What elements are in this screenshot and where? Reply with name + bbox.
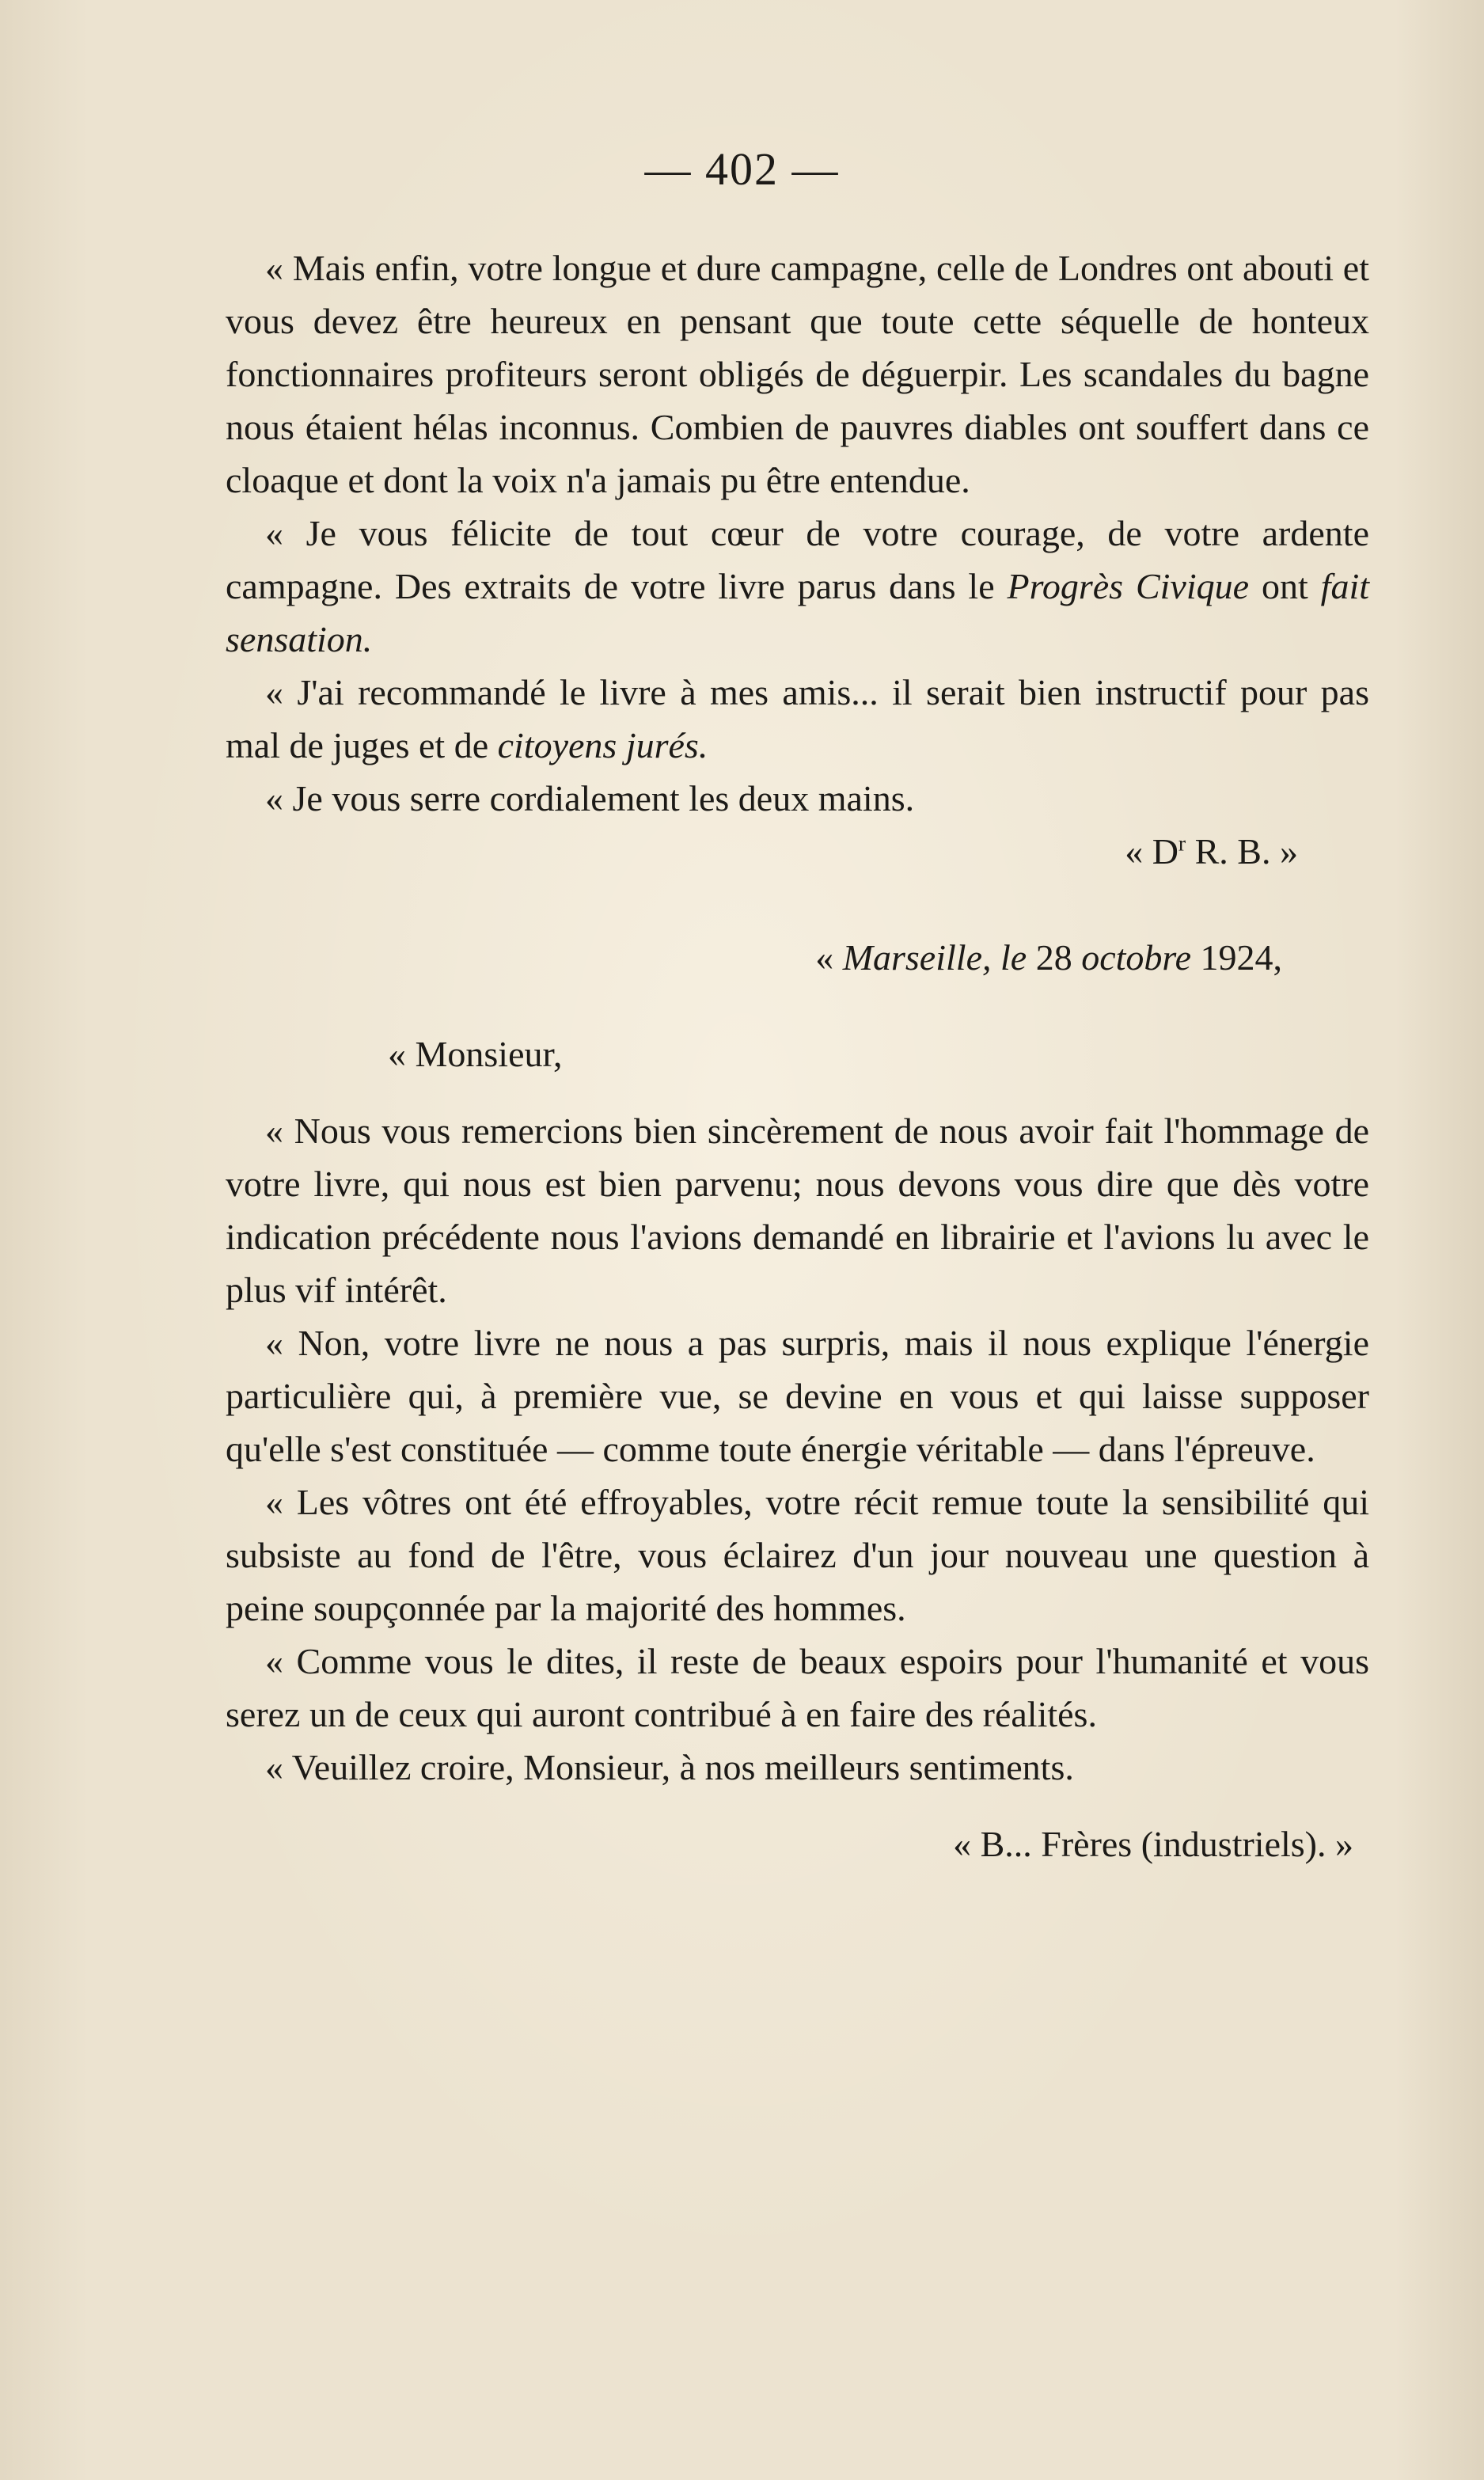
letter2-salutation: « Monsieur, xyxy=(388,1034,563,1074)
letter1-p3-text-a: « J'ai recommandé le livre à mes amis... il serait bien instructif pour pas mal de juges et de xyxy=(226,672,1369,765)
letter-text xyxy=(226,241,1369,1870)
letter1-paragraph-1: « Mais enfin, votre longue et dure campagne, celle de Londres ont abouti et vous devez être heureux en pensant que toute cette séquelle de honteux fonctionnaires profiteurs seront obligés de déguerpir. Les scandales du bagne nous étaient hélas inconnus. Combien de pauvres diables ont souffert dans ce cloaque et dont la voix n'a jamais pu être entendue. xyxy=(226,248,1369,500)
letter1-paragraph-2 xyxy=(226,507,1369,666)
letter1-paragraph-3 xyxy=(226,666,1369,772)
letter2-signature: « B... Frères (industriels). » xyxy=(953,1824,1353,1864)
dateline-year: 1924, xyxy=(1191,937,1282,978)
letter1-p2-emphasis: fait sensation. xyxy=(226,566,1370,659)
publication-title: Progrès Civique xyxy=(1007,566,1250,606)
letter1-p2-text-c: ont xyxy=(1249,566,1321,606)
dateline-day: 28 xyxy=(1027,937,1082,978)
signature-superscript: r xyxy=(1178,830,1186,856)
letter1-signature xyxy=(226,825,1369,878)
letter2-paragraph-2: « Non, votre livre ne nous a pas surpris, mais il nous explique l'énergie particulière qui, à première vue, se devine en vous et qui laisse supposer qu'elle s'est constituée — comme toute énergie véritable — dans l'épreuve. xyxy=(226,1323,1369,1469)
page-number: — 402 — xyxy=(644,143,840,195)
dateline-quote: « xyxy=(815,937,843,978)
letter2-dateline xyxy=(226,931,1369,984)
dateline-month: octobre xyxy=(1081,937,1191,978)
letter2-paragraph-3: « Les vôtres ont été effroyables, votre récit remue toute la sensibilité qui subsiste au fond de l'être, vous éclairez d'un jour nouveau une question à peine soupçonnée par la majorité des hommes. xyxy=(226,1482,1369,1628)
signature-prefix: « D xyxy=(1125,831,1178,872)
signature-name: R. B. » xyxy=(1186,831,1298,872)
letter1-paragraph-4: « Je vous serre cordialement les deux mains. xyxy=(265,778,915,818)
letter1-p2-text-a: « Je vous félicite de tout cœur de votre courage, de votre ardente campagne. Des extraits de votre livre parus dans le xyxy=(226,513,1369,606)
letter2-paragraph-5: « Veuillez croire, Monsieur, à nos meilleurs sentiments. xyxy=(265,1747,1074,1787)
letter2-paragraph-4: « Comme vous le dites, il reste de beaux espoirs pour l'humanité et vous serez un de ceux qui auront contribué à en faire des réalités. xyxy=(226,1641,1369,1734)
letter2-paragraph-1: « Nous vous remercions bien sincèrement de nous avoir fait l'hommage de votre livre, qui nous est bien parvenu; nous devons vous dire que dès votre indication précédente nous l'avions demandé en librairie et l'avions lu avec le plus vif intérêt. xyxy=(226,1111,1369,1310)
letter1-p3-emphasis: citoyens jurés. xyxy=(497,725,708,765)
dateline-place: Marseille, le xyxy=(842,937,1027,978)
